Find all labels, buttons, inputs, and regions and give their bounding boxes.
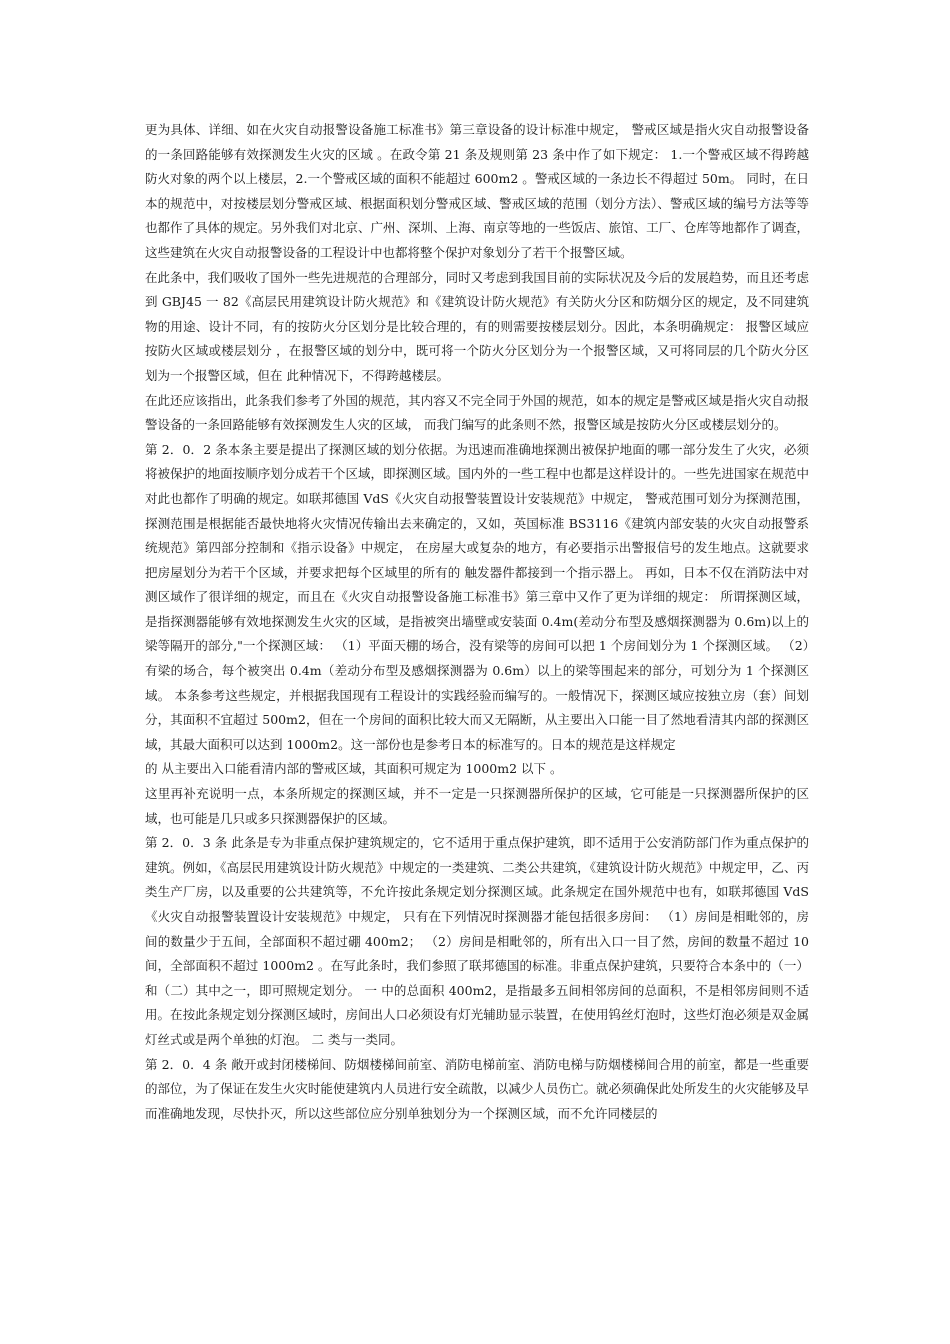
document-body xyxy=(145,118,809,1126)
paragraph-article-2-0-3: 第 2．0．3 条 此条是专为非重点保护建筑规定的，它不适用于重点保护建筑，即不适用于公安消防部门作为重点保护的建筑。例如，《高层民用建筑设计防火规范》中规定的一类建筑、二类公共建筑，《建筑设计防火规范》中规定甲，乙、丙类生产厂房，以及重要的公共建筑等，不允许按此条规定划分探测区域。此条规定在国外规范中也有，如联邦德国 VdS《火灾自动报警装置设计安装规范》中规定， 只有在下列情况时探测器才能包括很多房间： （1）房间是相毗邻的，房间的数量少于五间，全部面积不超过硼 400m2； （2）房间是相毗邻的，所有出入口一目了然，房间的数量不超过 10 间，全部面积不超过 1000m2 。在写此条时，我们参照了联邦德国的标准。非重点保护建筑，只要符合本条中的（一）和（二）其中之一，即可照规定划分。 一 中的总面积 400m2，是指最多五间相邻房间的总面积，不是相邻房间则不适用。在按此条规定划分探测区域时，房间出人口必须设有灯光辅助显示装置，在使用钨丝灯泡时，这些灯泡必须是双金属灯丝式或是两个单独的灯泡。 二 类与一类同。 xyxy=(145,835,809,1047)
paragraph-article-2-0-4: 第 2．0．4 条 敞开或封闭楼梯间、防烟楼梯间前室、消防电梯前室、消防电梯与防烟楼梯间合用的前室，都是一些重要的部位，为了保证在发生火灾时能使建筑内人员进行安全疏散，以减少人员伤亡。就必须确保此处所发生的火灾能够及早而准确地发现，尽快扑灭，所以这些部位应分别单独划分为一个探测区域，而不允许同楼层的 xyxy=(145,1056,809,1121)
paragraph-article-2-0-2: 第 2．0．2 条本条主要是提出了探测区域的划分依据。为迅速而准确地探测出被保护地面的哪一部分发生了火灾，必须将被保护的地面按顺序划分成若干个区域，即探测区域。国内外的一些工程中也都是这样设计的。一些先进国家在规范中对此也都作了明确的规定。如联邦德国 VdS《火灾自动报警装置设计安装规范》中规定， 警戒范围可划分为探测范围，探测范围是根据能否最快地将火灾情况传输出去来确定的，又如，英国标准 BS3116《建筑内部安装的火灾自动报警系统规范》第四部分控制和《指示设备》中规定， 在房屋大或复杂的地方，有必要指示出警报信号的发生地点。这就要求把房屋划分为若干个区域，并要求把每个区域里的所有的 触发器件都接到一个指示器上。 再如，日本不仅在消防法中对测区域作了很详细的规定，而且在《火灾自动报警设备施工标准书》第三章中又作了更为详细的规定： 所谓探测区域，是指探测器能够有效地探测发生火灾的区域，是指被突出墙壁或安装面 0.4m(差动分布型及感烟探测器为 0.6m)以上的梁等隔开的部分,"一个探测区域： （1）平面天棚的场合，没有梁等的房间可以把 1 个房间划分为 1 个探测区域。 （2）有梁的场合，每个被突出 0.4m（差动分布型及感烟探测器为 0.6m）以上的梁等围起来的部分，可划分为 1 个探测区域。 本条参考这些规定，并根据我国现有工程设计的实践经验而编写的。一般情况下，探测区域应按独立房（套）间划分，其面积不宜超过 500m2，但在一个房间的面积比较大而又无隔断，从主要出入口能一目了然地看清其内部的探测区域，其最大面积可以达到 1000m2。这一部份也是参考日本的标准写的。日本的规范是这样规定 xyxy=(145,441,809,752)
paragraph-supplement: 这里再补充说明一点，本条所规定的探测区域，并不一定是一只探测器所保护的区域，它可能是一只探测器所保护的区域，也可能是几只或多只探测器保护的区域。 xyxy=(145,786,809,826)
paragraph-foreign-reference: 在此还应该指出，此条我们参考了外国的规范，其内容又不完全同于外国的规范，如本的规定是警戒区域是指火灾自动报警设备的一条回路能够有效探测发生人灾的区域， 而我门编写的此条则不然，报警区域是按防火分区或楼层划分的。 xyxy=(145,392,809,433)
paragraph-alarm-zone-division: 在此条中，我们吸收了国外一些先进规范的合理部分，同时又考虑到我国目前的实际状况及今后的发展趋势，而且还考虑到 GBJ45 一 82《高层民用建筑设计防火规范》和《建筑设计防火规范》有关防火分区和防烟分区的规定，及不同建筑物的用途、设计不同，有的按防火分区划分是比较合理的，有的则需要按楼层划分。因此，本条明确规定： 报警区域应按防火区域或楼层划分 ，在报警区域的划分中，既可将一个防火分区划分为一个报警区域，又可将同层的几个防火分区划为一个报警区域，但在 此种情况下，不得跨越楼层。 xyxy=(145,269,809,383)
paragraph-japan-rule: 的 从主要出入口能看清内部的警戒区域，其面积可规定为 1000m2 以下 。 xyxy=(145,761,563,777)
paragraph-alarm-zone-japan: 更为具体、详细、如在火灾自动报警设备施工标准书》第三章设备的设计标准中规定， 警戒区域是指火灾自动报警设备的一条回路能够有效探测发生火灾的区域 。在政令第 21 条及规则第 23 条中作了如下规定： 1.一个警戒区域不得跨越防火对象的两个以上楼层，2.一个警戒区域的面积不能超过 600m2 。警戒区域的一条边长不得超过 50m。 同时，在日本的规范中，对按楼层划分警戒区域、根据面积划分警戒区域、警戒区域的范围（划分方法）、警戒区域的编号方法等等也都作了具体的规定。另外我们对北京、广州、深圳、上海、南京等地的一些饭店、旅馆、工厂、仓库等地都作了调查，这些建筑在火灾自动报警设备的工程设计中也都将整个保护对象划分了若干个报警区域。 xyxy=(145,122,809,260)
